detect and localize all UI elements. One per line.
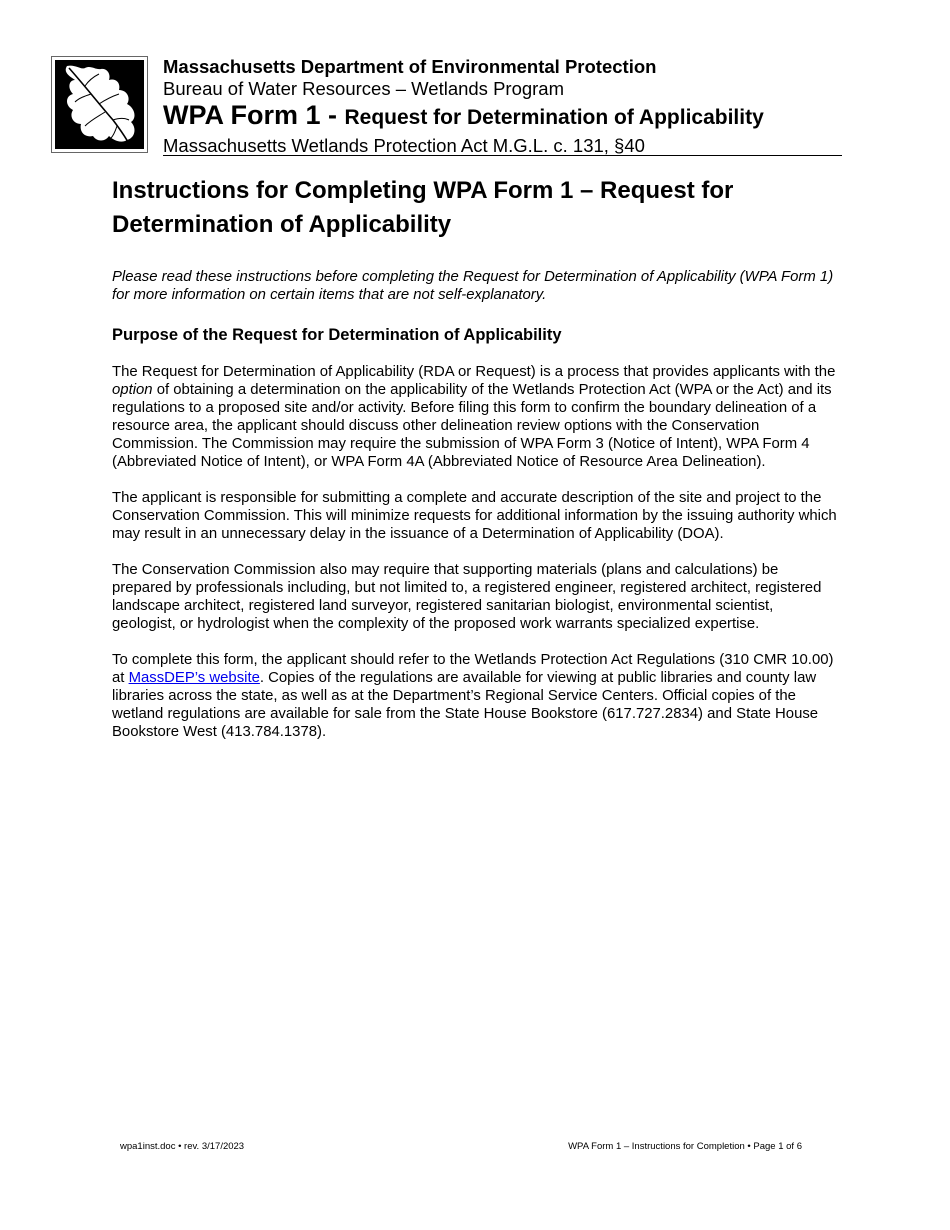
massdep-logo — [51, 56, 148, 153]
form-title — [163, 100, 843, 135]
header-divider — [163, 155, 842, 156]
document-header — [163, 56, 843, 157]
paragraph-text: The Request for Determination of Applicability (RDA or Request) is a process that provides applicants with the — [112, 364, 836, 380]
form-number: WPA Form 1 - — [163, 100, 345, 130]
paragraph-regulations — [112, 651, 838, 741]
paragraph-supporting-materials: The Conservation Commission also may require that supporting materials (plans and calculations) be prepared by professionals including, but not limited to, a registered engineer, registered architect, registered landscape architect, registered land surveyor, registered sanitarian biologist, environmental scientist, geologist, or hydrologist when the complexity of the proposed work warrants specialized expertise. — [112, 562, 822, 632]
paragraph-purpose — [112, 363, 838, 471]
page-title: Instructions for Completing WPA Form 1 – Request for Determination of Applicability — [112, 177, 734, 238]
intro-note: Please read these instructions before completing the Request for Determination of Applicability (WPA Form 1) for more information on certain items that are not self-explanatory. — [112, 269, 834, 303]
emphasis-text: option — [112, 382, 153, 398]
massdep-website-link[interactable]: MassDEP’s website — [128, 670, 260, 686]
paragraph-text: of obtaining a determination on the applicability of the Wetlands Protection Act (WPA or the Act) and its regulations to a proposed site and/or activity. Before filing this form to confirm the boundary delineation of a resource area, the applicant should discuss other delineation review options with the Conservation Commission. The Commission may require the submission of WPA Form 3 (Notice of Intent), WPA Form 4 (Abbreviated Notice of Intent), or WPA Form 4A (Abbreviated Notice of Resource Area Delineation). — [112, 382, 832, 470]
paragraph-text: . Copies of the regulations are available for viewing at public libraries and county law libraries across the state, as well as at the Department’s Regional Service Centers. Official copies of the wetland regulations are available for sale from the State House Bookstore (617.727.2834) and State House Bookstore West (413.784.1378). — [112, 670, 819, 740]
statute-reference: Massachusetts Wetlands Protection Act M.G.L. c. 131, §40 — [163, 135, 645, 156]
oak-leaf-icon — [55, 60, 144, 149]
paragraph-text: To complete this form, the applicant should refer to the Wetlands Protection Act Regulations (310 CMR 10.00) at — [112, 652, 834, 686]
main-content — [112, 174, 838, 741]
form-name: Request for Determination of Applicability — [344, 106, 764, 129]
paragraph-responsibility: The applicant is responsible for submitting a complete and accurate description of the site and project to the Conservation Commission. This will minimize requests for additional information by the issuing authority which may result in an unnecessary delay in the issuance of a Determination of Applicability (DOA). — [112, 490, 837, 542]
bureau-name: Bureau of Water Resources – Wetlands Program — [163, 78, 565, 99]
agency-name: Massachusetts Department of Environmental Protection — [163, 56, 657, 77]
section-heading: Purpose of the Request for Determination of Applicability — [112, 326, 562, 344]
footer-doc-revision: wpa1inst.doc • rev. 3/17/2023 — [120, 1141, 245, 1152]
footer-page-info: WPA Form 1 – Instructions for Completion • Page 1 of 6 — [568, 1141, 802, 1152]
